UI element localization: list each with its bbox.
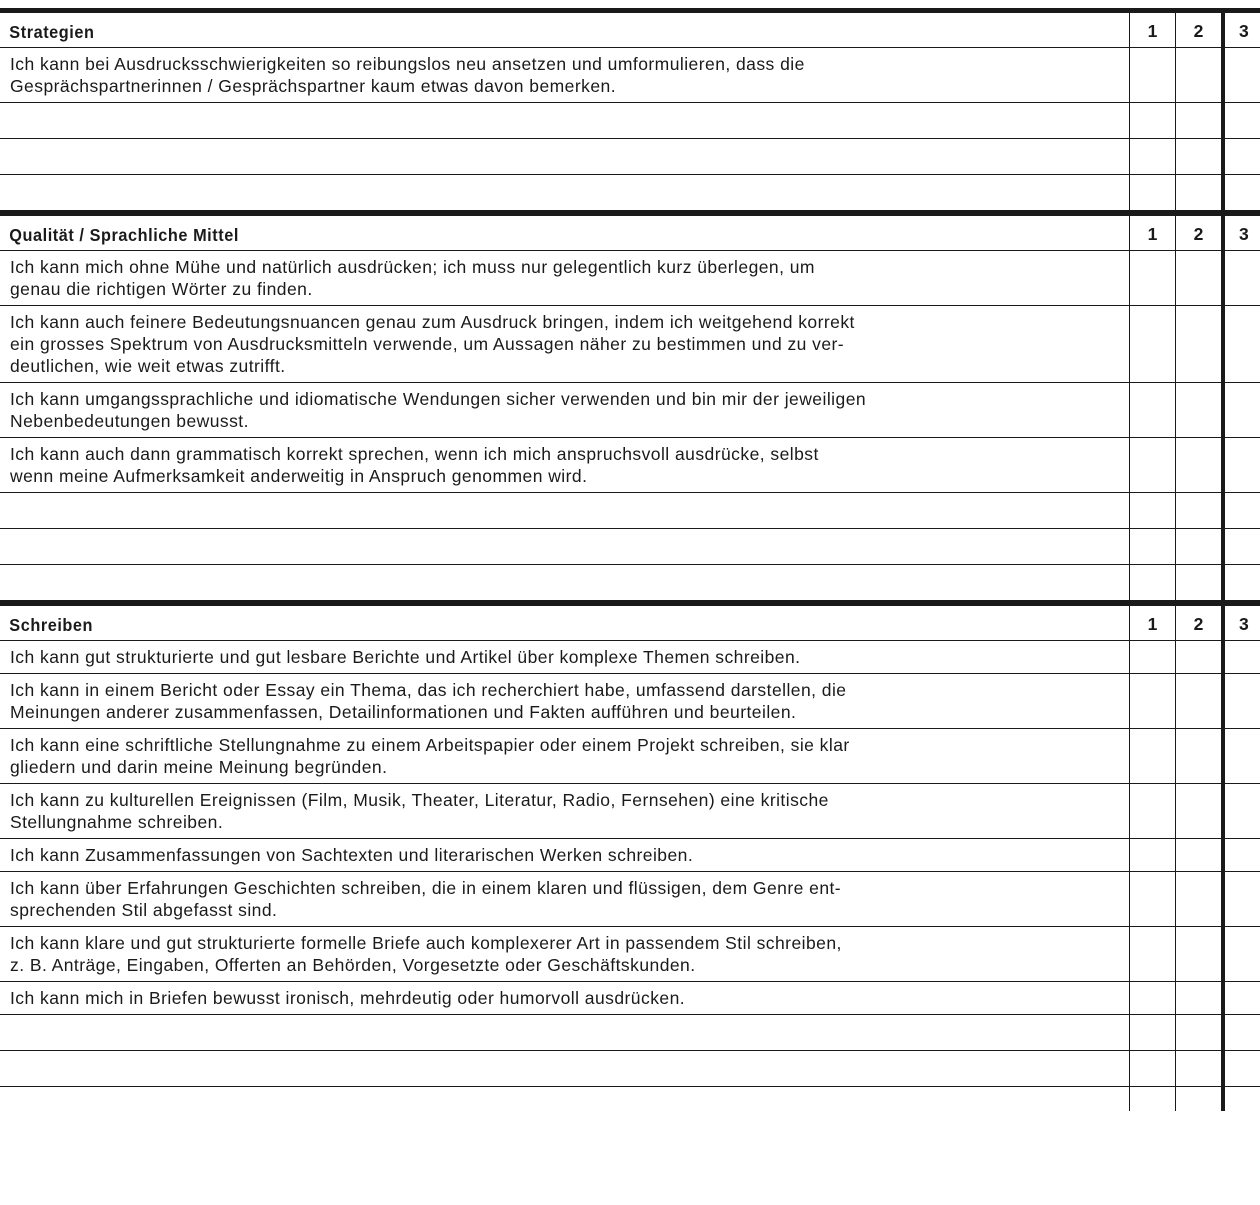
rating-checkbox-3[interactable] [1221,674,1260,728]
rating-checkbox-2[interactable] [1175,383,1221,437]
statement-text [0,383,1129,437]
statement-row [0,982,1260,1015]
blank-entry-line[interactable] [0,175,1129,210]
statement-line: Ich kann zu kulturellen Ereignissen (Film, Musik, Theater, Literatur, Radio, Fernsehen) eine kritische [10,790,829,810]
rating-checkbox-1[interactable] [1129,529,1175,564]
rating-checkbox-2[interactable] [1175,927,1221,981]
statement-row [0,438,1260,493]
statement-text [0,48,1129,102]
blank-entry-row[interactable] [0,175,1260,211]
rating-checkbox-3[interactable] [1221,982,1260,1014]
statement-text [0,784,1129,838]
statement-line: Ich kann umgangssprachliche und idiomatische Wendungen sicher verwenden und bin mir der jeweiligen [10,389,867,409]
statement-row [0,48,1260,103]
rating-checkbox-1[interactable] [1129,493,1175,528]
blank-entry-line[interactable] [0,1015,1129,1050]
statement-line: Ich kann mich ohne Mühe und natürlich ausdrücken; ich muss nur gelegentlich kurz überlegen, um [10,257,815,277]
rating-checkbox-1[interactable] [1129,383,1175,437]
rating-checkbox-3[interactable] [1221,839,1260,871]
rating-checkbox-1[interactable] [1129,872,1175,926]
statement-text [0,306,1129,382]
rating-checkbox-1[interactable] [1129,306,1175,382]
section-header [0,8,1260,48]
rating-checkbox-2[interactable] [1175,729,1221,783]
rating-checkbox-3[interactable] [1221,48,1260,102]
statement-line: Ich kann mich in Briefen bewusst ironisch, mehrdeutig oder humorvoll ausdrücken. [10,988,686,1008]
statement-row [0,251,1260,306]
rating-checkbox-3[interactable] [1221,251,1260,305]
rating-checkbox-2[interactable] [1175,839,1221,871]
statement-row [0,784,1260,839]
checklist-sheet [0,8,1260,1111]
statement-line: Ich kann über Erfahrungen Geschichten schreiben, die in einem klaren und flüssigen, dem Genre ent- [10,878,842,898]
statement-line: Ich kann bei Ausdrucksschwierigkeiten so reibungslos neu ansetzen und umformulieren, dass die [10,54,805,74]
rating-checkbox-2[interactable] [1175,529,1221,564]
section-header [0,211,1260,251]
blank-entry-line[interactable] [0,565,1129,600]
blank-entry-line[interactable] [0,529,1129,564]
rating-column-header: 2 [1175,216,1221,250]
rating-checkbox-1[interactable] [1129,982,1175,1014]
rating-checkbox-3[interactable] [1221,529,1260,564]
rating-checkbox-3[interactable] [1221,1015,1260,1050]
rating-checkbox-2[interactable] [1175,103,1221,138]
statement-text [0,674,1129,728]
rating-checkbox-1[interactable] [1129,251,1175,305]
statement-line: Gesprächspartnerinnen / Gesprächspartner kaum etwas davon bemerken. [10,76,617,96]
section-header [0,601,1260,641]
rating-checkbox-2[interactable] [1175,438,1221,492]
rating-column-header: 3 [1221,216,1260,250]
statement-line: Ich kann auch feinere Bedeutungsnuancen genau zum Ausdruck bringen, indem ich weitgehend korrekt [10,312,855,332]
rating-checkbox-1[interactable] [1129,1051,1175,1086]
statement-line: Meinungen anderer zusammenfassen, Detailinformationen und Fakten aufführen und beurteilen. [10,702,797,722]
rating-checkbox-3[interactable] [1221,1051,1260,1086]
rating-column-header: 1 [1129,606,1175,640]
rating-checkbox-3[interactable] [1221,175,1260,210]
rating-checkbox-1[interactable] [1129,641,1175,673]
statement-text [0,982,1129,1014]
rating-checkbox-3[interactable] [1221,139,1260,174]
statement-text [0,438,1129,492]
rating-checkbox-3[interactable] [1221,493,1260,528]
rating-checkbox-3[interactable] [1221,784,1260,838]
blank-entry-row[interactable] [0,139,1260,175]
statement-text [0,251,1129,305]
statement-text [0,641,1129,673]
rating-checkbox-3[interactable] [1221,383,1260,437]
rating-column-header: 3 [1221,13,1260,47]
blank-entry-line[interactable] [0,493,1129,528]
rating-checkbox-1[interactable] [1129,48,1175,102]
rating-checkbox-2[interactable] [1175,982,1221,1014]
statement-line: Stellungnahme schreiben. [10,812,224,832]
statement-line: ein grosses Spektrum von Ausdrucksmitteln verwende, um Aussagen näher zu bestimmen und zu ver- [10,334,845,354]
rating-checkbox-3[interactable] [1221,872,1260,926]
statement-row [0,729,1260,784]
statement-line: Ich kann eine schriftliche Stellungnahme zu einem Arbeitspapier oder einem Projekt schreiben, sie klar [10,735,850,755]
rating-checkbox-1[interactable] [1129,1087,1175,1111]
statement-row [0,383,1260,438]
rating-checkbox-3[interactable] [1221,1087,1260,1111]
rating-checkbox-3[interactable] [1221,306,1260,382]
blank-entry-line[interactable] [0,1051,1129,1086]
rating-column-header: 2 [1175,606,1221,640]
blank-entry-line[interactable] [0,139,1129,174]
rating-checkbox-2[interactable] [1175,872,1221,926]
rating-checkbox-1[interactable] [1129,565,1175,600]
statement-row [0,306,1260,383]
rating-checkbox-1[interactable] [1129,1015,1175,1050]
blank-entry-row[interactable] [0,103,1260,139]
rating-checkbox-1[interactable] [1129,438,1175,492]
rating-checkbox-2[interactable] [1175,48,1221,102]
blank-entry-row[interactable] [0,529,1260,565]
rating-checkbox-1[interactable] [1129,103,1175,138]
statement-line: Ich kann gut strukturierte und gut lesbare Berichte und Artikel über komplexe Themen schreiben. [10,647,801,667]
statement-text [0,927,1129,981]
section-title: Schreiben [9,615,94,635]
statement-line: Ich kann auch dann grammatisch korrekt sprechen, wenn ich mich anspruchsvoll ausdrücke, selbst [10,444,819,464]
statement-line: sprechenden Stil abgefasst sind. [10,900,278,920]
statement-line: z. B. Anträge, Eingaben, Offerten an Behörden, Vorgesetzte oder Geschäftskunden. [10,955,696,975]
rating-checkbox-2[interactable] [1175,306,1221,382]
rating-checkbox-1[interactable] [1129,839,1175,871]
blank-entry-line[interactable] [0,103,1129,138]
rating-checkbox-3[interactable] [1221,438,1260,492]
blank-entry-line[interactable] [0,1087,1129,1111]
rating-checkbox-2[interactable] [1175,1087,1221,1111]
blank-entry-row[interactable] [0,565,1260,601]
section-title: Strategien [9,22,95,42]
statement-line: Ich kann Zusammenfassungen von Sachtexten und literarischen Werken schreiben. [10,845,694,865]
blank-entry-row[interactable] [0,493,1260,529]
rating-checkbox-3[interactable] [1221,565,1260,600]
rating-checkbox-2[interactable] [1175,1051,1221,1086]
rating-checkbox-2[interactable] [1175,784,1221,838]
section-title: Qualität / Sprachliche Mittel [9,225,239,245]
rating-column-header: 3 [1221,606,1260,640]
rating-checkbox-3[interactable] [1221,729,1260,783]
rating-checkbox-3[interactable] [1221,927,1260,981]
rating-checkbox-2[interactable] [1175,493,1221,528]
rating-checkbox-1[interactable] [1129,729,1175,783]
statement-line: genau die richtigen Wörter zu finden. [10,279,313,299]
rating-checkbox-2[interactable] [1175,674,1221,728]
rating-checkbox-3[interactable] [1221,103,1260,138]
rating-checkbox-2[interactable] [1175,1015,1221,1050]
statement-line: wenn meine Aufmerksamkeit anderweitig in Anspruch genommen wird. [10,466,588,486]
rating-checkbox-2[interactable] [1175,251,1221,305]
statement-line: deutlichen, wie weit etwas zutrifft. [10,356,286,376]
blank-entry-row[interactable] [0,1015,1260,1051]
statement-row [0,927,1260,982]
statement-text [0,729,1129,783]
statement-row [0,674,1260,729]
rating-checkbox-2[interactable] [1175,139,1221,174]
rating-column-header: 1 [1129,216,1175,250]
rating-checkbox-3[interactable] [1221,641,1260,673]
statement-text [0,839,1129,871]
rating-checkbox-2[interactable] [1175,175,1221,210]
rating-checkbox-1[interactable] [1129,139,1175,174]
rating-checkbox-1[interactable] [1129,784,1175,838]
rating-checkbox-1[interactable] [1129,175,1175,210]
statement-line: gliedern und darin meine Meinung begründen. [10,757,388,777]
statement-line: Nebenbedeutungen bewusst. [10,411,249,431]
statement-row [0,872,1260,927]
blank-entry-row[interactable] [0,1051,1260,1087]
statement-line: Ich kann klare und gut strukturierte formelle Briefe auch komplexerer Art in passendem Stil schreiben, [10,933,842,953]
rating-column-header: 1 [1129,13,1175,47]
rating-checkbox-1[interactable] [1129,674,1175,728]
statement-row [0,839,1260,872]
rating-checkbox-2[interactable] [1175,641,1221,673]
statement-line: Ich kann in einem Bericht oder Essay ein Thema, das ich recherchiert habe, umfassend darstellen, die [10,680,847,700]
rating-column-header: 2 [1175,13,1221,47]
statement-row [0,641,1260,674]
rating-checkbox-1[interactable] [1129,927,1175,981]
rating-checkbox-2[interactable] [1175,565,1221,600]
blank-entry-row[interactable] [0,1087,1260,1111]
statement-text [0,872,1129,926]
